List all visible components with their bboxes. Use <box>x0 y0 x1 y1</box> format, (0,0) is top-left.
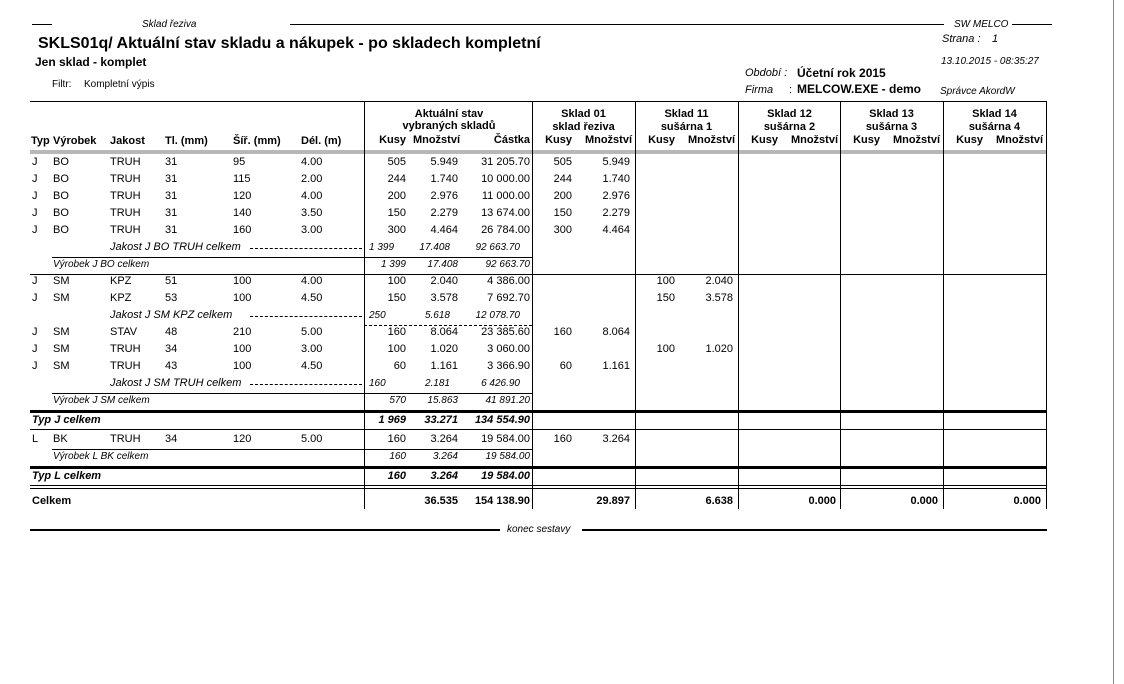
col-jakost: Jakost <box>110 135 145 147</box>
row-kusy: 100 <box>387 275 406 287</box>
row-del: 2.00 <box>301 173 323 185</box>
row-wh-kusy: 160 <box>553 433 572 445</box>
row-mnozstvi: 1.161 <box>430 360 458 372</box>
warehouse-2-mnozstvi: Množství <box>790 134 838 146</box>
row-tl: 34 <box>165 433 178 445</box>
warehouse-4-name: Sklad 14 <box>972 108 1017 120</box>
vrule-3 <box>635 101 636 509</box>
row-castka: 23 385.60 <box>481 326 530 338</box>
col-aktualni-l1: Aktuální stav <box>414 108 484 120</box>
vyrobek-subtotal-kusy: 570 <box>389 395 406 406</box>
vyrobek-subtotal-castka: 41 891.20 <box>485 395 530 406</box>
row-typ: L <box>32 433 39 445</box>
row-vyrobek: BO <box>53 207 69 219</box>
row-castka: 4 386.00 <box>487 275 530 287</box>
row-wh-kusy: 505 <box>553 156 572 168</box>
warehouse-2-desc: sušárna 2 <box>763 121 816 133</box>
row-mnozstvi: 4.464 <box>430 224 458 236</box>
row-sir: 100 <box>233 343 252 355</box>
row-mnozstvi: 2.040 <box>430 275 458 287</box>
row-wh-mnozstvi: 3.578 <box>705 292 733 304</box>
row-wh-mnozstvi: 1.161 <box>602 360 630 372</box>
warehouse-3-name: Sklad 13 <box>869 108 914 120</box>
row-tl: 48 <box>165 326 178 338</box>
jakost-subtotal-mnozstvi: 17.408 <box>419 242 450 253</box>
typ-subtotal-kusy: 160 <box>387 470 406 482</box>
typ-bottom-line <box>30 429 1047 430</box>
row-wh-kusy: 60 <box>559 360 572 372</box>
row-wh-kusy: 100 <box>656 343 675 355</box>
row-vyrobek: SM <box>53 292 70 304</box>
row-jakost: TRUH <box>110 173 141 185</box>
row-wh-mnozstvi: 4.464 <box>602 224 630 236</box>
row-castka: 3 060.00 <box>487 343 530 355</box>
typ-top-line <box>30 411 1047 413</box>
row-tl: 51 <box>165 275 178 287</box>
row-jakost: TRUH <box>110 343 141 355</box>
vrule-5 <box>840 101 841 509</box>
period-label: Období : <box>745 67 788 79</box>
row-jakost: KPZ <box>110 292 132 304</box>
typ-bottom-line <box>30 485 1047 486</box>
jakost-subtotal-label: Jakost J SM TRUH celkem <box>110 377 242 389</box>
row-del: 4.00 <box>301 190 323 202</box>
row-wh-kusy: 244 <box>553 173 572 185</box>
row-sir: 120 <box>233 190 252 202</box>
row-wh-kusy: 200 <box>553 190 572 202</box>
row-vyrobek: SM <box>53 326 70 338</box>
row-sir: 140 <box>233 207 252 219</box>
col-kusy: Kusy <box>379 134 406 146</box>
row-typ: J <box>32 292 38 304</box>
warehouse-0-desc: sklad řeziva <box>552 121 615 133</box>
row-typ: J <box>32 190 38 202</box>
row-jakost: TRUH <box>110 433 141 445</box>
jakost-subtotal-castka: 6 426.90 <box>481 378 520 389</box>
row-castka: 11 000.00 <box>481 190 530 202</box>
row-mnozstvi: 3.264 <box>430 433 458 445</box>
header-top-rule <box>30 101 1047 102</box>
warehouse-1-desc: sušárna 1 <box>660 121 713 133</box>
vrule-6 <box>943 101 944 509</box>
warehouse-4-mnozstvi: Množství <box>995 134 1043 146</box>
row-del: 5.00 <box>301 326 323 338</box>
row-del: 5.00 <box>301 433 323 445</box>
row-sir: 100 <box>233 292 252 304</box>
vyrobek-subtotal-castka: 92 663.70 <box>485 259 530 270</box>
total-warehouse-2: 0.000 <box>808 495 836 507</box>
total-warehouse-3: 0.000 <box>910 495 938 507</box>
jakost-subtotal-mnozstvi: 5.618 <box>424 310 450 321</box>
top-left-caption: Sklad řeziva <box>142 19 197 30</box>
row-mnozstvi: 3.578 <box>430 292 458 304</box>
row-mnozstvi: 2.279 <box>430 207 458 219</box>
col-aktualni-l2: vybraných skladů <box>402 120 496 132</box>
row-sir: 95 <box>233 156 246 168</box>
row-typ: J <box>32 207 38 219</box>
jakost-subtotal-castka: 12 078.70 <box>475 310 520 321</box>
row-vyrobek: BO <box>53 173 69 185</box>
top-rule-left <box>32 24 52 25</box>
vyrobek-subtotal-label: Výrobek L BK celkem <box>53 451 149 462</box>
row-typ: J <box>32 224 38 236</box>
warehouse-3-desc: sušárna 3 <box>865 121 918 133</box>
row-kusy: 160 <box>387 433 406 445</box>
row-sir: 210 <box>233 326 252 338</box>
company-label: Firma <box>745 84 774 96</box>
row-castka: 10 000.00 <box>481 173 530 185</box>
typ-subtotal-label: Typ L celkem <box>32 470 102 482</box>
row-jakost: STAV <box>110 326 138 338</box>
col-del: Dél. (m) <box>301 135 342 147</box>
row-del: 4.50 <box>301 360 323 372</box>
vyrobek-subtotal-kusy: 1 399 <box>380 259 406 270</box>
page-label: Strana : <box>942 33 981 45</box>
row-typ: J <box>32 156 38 168</box>
jakost-dash-line <box>250 248 362 249</box>
row-castka: 26 784.00 <box>481 224 530 236</box>
warehouse-2-kusy: Kusy <box>751 134 778 146</box>
row-tl: 31 <box>165 173 178 185</box>
row-tl: 31 <box>165 156 178 168</box>
row-castka: 3 366.90 <box>487 360 530 372</box>
row-kusy: 505 <box>387 156 406 168</box>
row-wh-mnozstvi: 8.064 <box>602 326 630 338</box>
row-castka: 7 692.70 <box>487 292 530 304</box>
row-vyrobek: BK <box>53 433 68 445</box>
footer-caption: konec sestavy <box>507 524 571 535</box>
warehouse-3-kusy: Kusy <box>853 134 880 146</box>
jakost-subtotal-label: Jakost J BO TRUH celkem <box>110 241 241 253</box>
top-right-caption: SW MELCO <box>954 19 1009 30</box>
warehouse-0-kusy: Kusy <box>545 134 572 146</box>
jakost-subtotal-kusy: 160 <box>369 378 386 389</box>
vyrobek-subtotal-mnozstvi: 17.408 <box>427 259 458 270</box>
typ-top-line <box>30 467 1047 469</box>
row-typ: J <box>32 360 38 372</box>
col-castka: Částka <box>493 134 530 146</box>
vrule-7 <box>1046 101 1047 509</box>
row-castka: 19 584.00 <box>481 433 530 445</box>
total-mnozstvi: 36.535 <box>424 495 458 507</box>
row-del: 3.50 <box>301 207 323 219</box>
row-wh-mnozstvi: 3.264 <box>602 433 630 445</box>
header-bottom-band <box>30 150 1047 154</box>
row-wh-kusy: 160 <box>553 326 572 338</box>
typ-subtotal-label: Typ J celkem <box>32 414 101 426</box>
row-wh-mnozstvi: 1.020 <box>705 343 733 355</box>
jakost-subtotal-kusy: 1 399 <box>369 242 395 253</box>
vyrobek-subtotal-castka: 19 584.00 <box>485 451 530 462</box>
row-del: 3.00 <box>301 343 323 355</box>
row-vyrobek: BO <box>53 156 69 168</box>
total-top-rule <box>30 488 1047 489</box>
row-kusy: 200 <box>387 190 406 202</box>
jakost-dash-line <box>250 384 362 385</box>
user-name: Správce AkordW <box>940 86 1015 97</box>
row-kusy: 244 <box>387 173 406 185</box>
row-kusy: 100 <box>387 343 406 355</box>
row-kusy: 60 <box>393 360 406 372</box>
vrule-1 <box>364 101 365 509</box>
warehouse-1-mnozstvi: Množství <box>687 134 735 146</box>
row-wh-kusy: 300 <box>553 224 572 236</box>
warehouse-3-mnozstvi: Množství <box>892 134 940 146</box>
row-wh-mnozstvi: 2.279 <box>602 207 630 219</box>
warehouse-0-name: Sklad 01 <box>561 108 606 120</box>
warehouse-1-kusy: Kusy <box>648 134 675 146</box>
row-vyrobek: SM <box>53 275 70 287</box>
row-sir: 160 <box>233 224 252 236</box>
vyrobek-subtotal-label: Výrobek J BO celkem <box>53 259 150 270</box>
page-number: 1 <box>992 33 999 45</box>
filter-value: Kompletní výpis <box>84 79 155 90</box>
total-warehouse-0: 29.897 <box>596 495 630 507</box>
warehouse-4-desc: sušárna 4 <box>968 121 1021 133</box>
row-vyrobek: BO <box>53 224 69 236</box>
row-tl: 43 <box>165 360 178 372</box>
row-vyrobek: SM <box>53 343 70 355</box>
jakost-dash-line <box>250 316 362 317</box>
report-title: SKLS01q/ Aktuální stav skladu a nákupek - po skladech kompletní <box>38 35 541 52</box>
row-vyrobek: BO <box>53 190 69 202</box>
row-del: 4.00 <box>301 275 323 287</box>
row-wh-mnozstvi: 1.740 <box>602 173 630 185</box>
vrule-4 <box>738 101 739 509</box>
row-tl: 31 <box>165 224 178 236</box>
page-right-border <box>1113 0 1114 684</box>
row-typ: J <box>32 343 38 355</box>
row-wh-mnozstvi: 5.949 <box>602 156 630 168</box>
row-typ: J <box>32 275 38 287</box>
col-typ: Typ <box>31 135 50 147</box>
row-mnozstvi: 1.020 <box>430 343 458 355</box>
warehouse-2-name: Sklad 12 <box>767 108 812 120</box>
vyrobek-subtotal-mnozstvi: 3.264 <box>432 451 458 462</box>
row-typ: J <box>32 173 38 185</box>
row-sir: 100 <box>233 275 252 287</box>
vyrobek-bottom-line <box>30 274 1047 275</box>
row-jakost: TRUH <box>110 156 141 168</box>
jakost-subtotal-kusy: 250 <box>369 310 386 321</box>
row-vyrobek: SM <box>53 360 70 372</box>
total-label: Celkem <box>32 495 72 507</box>
row-del: 4.00 <box>301 156 323 168</box>
row-mnozstvi: 1.740 <box>430 173 458 185</box>
col-vyrobek: Výrobek <box>53 135 97 147</box>
typ-subtotal-mnozstvi: 3.264 <box>430 470 458 482</box>
row-jakost: KPZ <box>110 275 132 287</box>
row-kusy: 150 <box>387 292 406 304</box>
row-tl: 31 <box>165 207 178 219</box>
footer-rule-right <box>582 529 1047 531</box>
row-sir: 100 <box>233 360 252 372</box>
jakost-subtotal-castka: 92 663.70 <box>475 242 520 253</box>
row-castka: 31 205.70 <box>481 156 530 168</box>
jakost-subtotal-label: Jakost J SM KPZ celkem <box>110 309 233 321</box>
total-warehouse-1: 6.638 <box>705 495 733 507</box>
col-sir: Šíř. (mm) <box>233 135 281 147</box>
row-sir: 115 <box>233 173 251 185</box>
row-mnozstvi: 2.976 <box>430 190 458 202</box>
warehouse-1-name: Sklad 11 <box>664 108 709 120</box>
top-rule-main <box>290 24 944 25</box>
typ-subtotal-castka: 19 584.00 <box>481 470 530 482</box>
row-kusy: 150 <box>387 207 406 219</box>
row-mnozstvi: 5.949 <box>430 156 458 168</box>
vyrobek-subtotal-mnozstvi: 15.863 <box>427 395 458 406</box>
typ-subtotal-kusy: 1 969 <box>378 414 406 426</box>
row-mnozstvi: 8.064 <box>430 326 458 338</box>
row-wh-kusy: 150 <box>553 207 572 219</box>
total-castka: 154 138.90 <box>474 495 530 507</box>
row-jakost: TRUH <box>110 224 141 236</box>
row-wh-kusy: 100 <box>656 275 675 287</box>
filter-label: Filtr: <box>52 79 72 90</box>
row-kusy: 160 <box>387 326 406 338</box>
col-mnozstvi: Množství <box>412 134 460 146</box>
row-del: 4.50 <box>301 292 323 304</box>
col-tl: Tl. (mm) <box>165 135 208 147</box>
row-del: 3.00 <box>301 224 323 236</box>
row-typ: J <box>32 326 38 338</box>
vyrobek-subtotal-kusy: 160 <box>389 451 406 462</box>
row-sir: 120 <box>233 433 252 445</box>
top-rule-right <box>1012 24 1052 25</box>
row-jakost: TRUH <box>110 190 141 202</box>
typ-subtotal-mnozstvi: 33.271 <box>424 414 458 426</box>
row-castka: 13 674.00 <box>481 207 530 219</box>
total-warehouse-4: 0.000 <box>1013 495 1041 507</box>
row-kusy: 300 <box>387 224 406 236</box>
row-wh-kusy: 150 <box>656 292 675 304</box>
row-wh-mnozstvi: 2.976 <box>602 190 630 202</box>
row-tl: 31 <box>165 190 178 202</box>
typ-subtotal-castka: 134 554.90 <box>474 414 530 426</box>
report-subtitle: Jen sklad - komplet <box>35 55 147 69</box>
report-datetime: 13.10.2015 - 08:35:27 <box>941 56 1039 67</box>
jakost-subtotal-mnozstvi: 2.181 <box>424 378 450 389</box>
company-value: MELCOW.EXE - demo <box>797 82 922 96</box>
warehouse-0-mnozstvi: Množství <box>584 134 632 146</box>
row-jakost: TRUH <box>110 360 141 372</box>
period-value: Účetní rok 2015 <box>797 66 886 80</box>
row-jakost: TRUH <box>110 207 141 219</box>
row-tl: 34 <box>165 343 178 355</box>
company-sep: : <box>789 84 793 96</box>
footer-rule-left <box>30 529 500 531</box>
row-wh-mnozstvi: 2.040 <box>705 275 733 287</box>
vyrobek-subtotal-label: Výrobek J SM celkem <box>53 395 150 406</box>
warehouse-4-kusy: Kusy <box>956 134 983 146</box>
row-tl: 53 <box>165 292 178 304</box>
